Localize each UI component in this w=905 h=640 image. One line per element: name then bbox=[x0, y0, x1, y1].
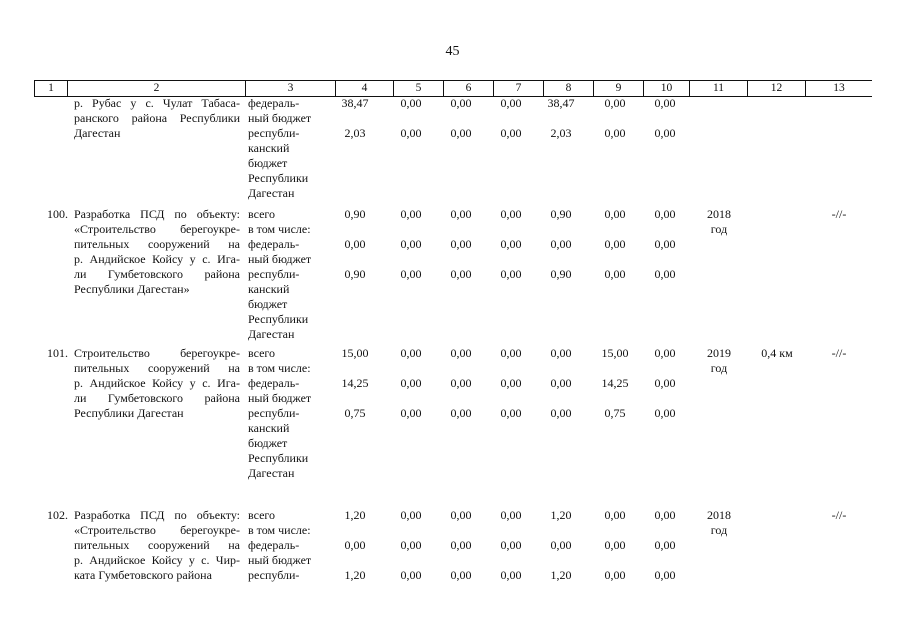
amount-cell: 0,00 bbox=[550, 406, 572, 420]
amount-cell: 0,00 bbox=[450, 96, 472, 110]
amount-cell: 0,90 bbox=[550, 267, 572, 281]
amount-cell: 38,47 bbox=[341, 96, 369, 110]
funding-source-line: в том числе: bbox=[248, 523, 311, 537]
funding-source-line: бюджет bbox=[248, 436, 288, 450]
responsible: -//- bbox=[831, 207, 847, 221]
amount-cell: 0,00 bbox=[450, 267, 472, 281]
amount-cell: 0,90 bbox=[344, 207, 366, 221]
amount-cell: 0,00 bbox=[604, 96, 626, 110]
funding-source-line: Дагестан bbox=[248, 186, 295, 200]
amount-cell: 14,25 bbox=[341, 376, 369, 390]
amount-cell: 0,00 bbox=[604, 568, 626, 582]
funding-source bbox=[248, 96, 336, 201]
amount-cell: 38,47 bbox=[547, 96, 575, 110]
amount-cell: 0,00 bbox=[654, 406, 676, 420]
column-header-3: 3 bbox=[246, 81, 336, 96]
column-header-7: 7 bbox=[494, 81, 544, 96]
funding-source-line: республи- bbox=[248, 568, 300, 582]
object-name-line: пительных сооружений на bbox=[74, 361, 240, 375]
column-header-4: 4 bbox=[336, 81, 394, 96]
amount-cell: 0,00 bbox=[500, 237, 522, 251]
column-header-10: 10 bbox=[644, 81, 690, 96]
amount-cell: 15,00 bbox=[601, 346, 629, 360]
amount-cell: 15,00 bbox=[341, 346, 369, 360]
funding-source-line: ный бюджет bbox=[248, 252, 312, 266]
implementation-year: 2018 год bbox=[707, 207, 731, 236]
amount-cell: 0,00 bbox=[604, 538, 626, 552]
amount-cell: 0,00 bbox=[500, 346, 522, 360]
funding-source-line: республи- bbox=[248, 406, 300, 420]
amount-cell: 0,00 bbox=[550, 376, 572, 390]
capacity: 0,4 км bbox=[761, 346, 793, 360]
object-name-line: р. Андийское Койсу у с. Ига- bbox=[74, 376, 240, 390]
object-name bbox=[74, 508, 240, 583]
column-header-12: 12 bbox=[748, 81, 806, 96]
object-name-line: р. Рубас у с. Чулат Табаса- bbox=[74, 96, 240, 110]
object-name-line: ранского района Республики bbox=[74, 111, 240, 125]
amount-cell: 0,00 bbox=[500, 538, 522, 552]
amount-cell: 1,20 bbox=[344, 508, 366, 522]
funding-source-line: в том числе: bbox=[248, 361, 311, 375]
object-name bbox=[74, 346, 240, 421]
amount-cell: 0,00 bbox=[450, 568, 472, 582]
amount-cell: 0,00 bbox=[450, 346, 472, 360]
column-header-9: 9 bbox=[594, 81, 644, 96]
funding-source-line: ный бюджет bbox=[248, 553, 312, 567]
funding-source-line: федераль- bbox=[248, 96, 300, 110]
amount-cell: 0,00 bbox=[450, 538, 472, 552]
amount-cell: 0,00 bbox=[450, 207, 472, 221]
funding-source-line: федераль- bbox=[248, 376, 300, 390]
amount-cell: 0,00 bbox=[550, 237, 572, 251]
amount-cell: 0,90 bbox=[550, 207, 572, 221]
object-name-line: Республики Дагестан» bbox=[74, 282, 190, 296]
object-name bbox=[74, 207, 240, 297]
amount-cell: 0,00 bbox=[400, 538, 422, 552]
amount-cell: 0,00 bbox=[654, 126, 676, 140]
page-number: 45 bbox=[445, 44, 460, 59]
funding-source-line: Республики bbox=[248, 312, 309, 326]
object-name bbox=[74, 96, 240, 141]
amount-cell: 0,00 bbox=[604, 126, 626, 140]
amount-cell: 0,00 bbox=[604, 508, 626, 522]
column-header-8: 8 bbox=[544, 81, 594, 96]
implementation-year: 2018 год bbox=[707, 508, 731, 537]
amount-cell: 0,00 bbox=[500, 508, 522, 522]
funding-source bbox=[248, 346, 336, 481]
amount-cell: 0,00 bbox=[654, 207, 676, 221]
amount-cell: 0,00 bbox=[654, 346, 676, 360]
funding-source-line: всего bbox=[248, 346, 276, 360]
funding-source-line: федераль- bbox=[248, 538, 300, 552]
amount-cell: 0,00 bbox=[500, 568, 522, 582]
object-name-line: «Строительство берегоукре- bbox=[74, 523, 240, 537]
row-number: 100. bbox=[47, 207, 68, 221]
object-name-line: ли Гумбетовского района bbox=[74, 391, 240, 405]
funding-source-line: Дагестан bbox=[248, 466, 295, 480]
funding-source-line: республи- bbox=[248, 267, 300, 281]
amount-cell: 1,20 bbox=[550, 508, 572, 522]
amount-cell: 0,00 bbox=[344, 237, 366, 251]
amount-cell: 0,00 bbox=[450, 237, 472, 251]
amount-cell: 0,00 bbox=[400, 267, 422, 281]
amount-cell: 0,00 bbox=[654, 538, 676, 552]
amount-cell: 0,00 bbox=[654, 376, 676, 390]
amount-cell: 0,00 bbox=[654, 237, 676, 251]
funding-source-line: ный бюджет bbox=[248, 391, 312, 405]
object-name-line: р. Андийское Койсу у с. Ига- bbox=[74, 252, 240, 266]
object-name-line: пительных сооружений на bbox=[74, 538, 240, 552]
amount-cell: 0,00 bbox=[500, 126, 522, 140]
amount-cell: 0,00 bbox=[450, 376, 472, 390]
funding-source-line: Республики bbox=[248, 451, 309, 465]
object-name-line: р. Андийское Койсу у с. Чир- bbox=[74, 553, 240, 567]
amount-cell: 0,00 bbox=[604, 267, 626, 281]
amount-cell: 0,00 bbox=[654, 568, 676, 582]
amount-cell: 0,00 bbox=[400, 207, 422, 221]
column-header-1: 1 bbox=[34, 81, 68, 96]
row-number: 102. bbox=[47, 508, 68, 522]
amount-cell: 0,00 bbox=[400, 346, 422, 360]
funding-source-line: всего bbox=[248, 508, 276, 522]
funding-source-line: республи- bbox=[248, 126, 300, 140]
funding-source bbox=[248, 508, 336, 583]
funding-source-line: канский bbox=[248, 421, 290, 435]
implementation-year: 2019 год bbox=[707, 346, 731, 375]
funding-source-line: бюджет bbox=[248, 297, 288, 311]
amount-cell: 0,00 bbox=[450, 126, 472, 140]
funding-source-line: Дагестан bbox=[248, 327, 295, 341]
amount-cell: 0,00 bbox=[604, 207, 626, 221]
amount-cell: 0,00 bbox=[344, 538, 366, 552]
amount-cell: 0,75 bbox=[604, 406, 626, 420]
amount-cell: 0,00 bbox=[604, 237, 626, 251]
funding-source-line: ный бюджет bbox=[248, 111, 312, 125]
responsible: -//- bbox=[831, 346, 847, 360]
funding-source-line: Республики bbox=[248, 171, 309, 185]
amount-cell: 2,03 bbox=[550, 126, 572, 140]
amount-cell: 0,00 bbox=[654, 96, 676, 110]
funding-source bbox=[248, 207, 336, 342]
amount-cell: 0,00 bbox=[500, 207, 522, 221]
amount-cell: 0,75 bbox=[344, 406, 366, 420]
amount-cell: 1,20 bbox=[550, 568, 572, 582]
amount-cell: 0,00 bbox=[500, 267, 522, 281]
object-name-line: Разработка ПСД по объекту: bbox=[74, 508, 240, 522]
amount-cell: 14,25 bbox=[601, 376, 629, 390]
amount-cell: 0,00 bbox=[500, 406, 522, 420]
object-name-line: Дагестан bbox=[74, 126, 121, 140]
amount-cell: 0,00 bbox=[500, 376, 522, 390]
object-name-line: Разработка ПСД по объекту: bbox=[74, 207, 240, 221]
amount-cell: 0,00 bbox=[400, 376, 422, 390]
amount-cell: 0,00 bbox=[400, 508, 422, 522]
amount-cell: 0,00 bbox=[400, 406, 422, 420]
column-header-5: 5 bbox=[394, 81, 444, 96]
funding-source-line: бюджет bbox=[248, 156, 288, 170]
table-header bbox=[34, 80, 872, 97]
amount-cell: 0,00 bbox=[400, 96, 422, 110]
object-name-line: ли Гумбетовского района bbox=[74, 267, 240, 281]
amount-cell: 0,00 bbox=[550, 346, 572, 360]
column-header-6: 6 bbox=[444, 81, 494, 96]
amount-cell: 0,00 bbox=[500, 96, 522, 110]
row-number: 101. bbox=[47, 346, 68, 360]
funding-source-line: федераль- bbox=[248, 237, 300, 251]
object-name-line: Республики Дагестан bbox=[74, 406, 184, 420]
responsible: -//- bbox=[831, 508, 847, 522]
amount-cell: 0,00 bbox=[550, 538, 572, 552]
funding-source-line: канский bbox=[248, 282, 290, 296]
amount-cell: 0,00 bbox=[400, 237, 422, 251]
amount-cell: 0,00 bbox=[654, 508, 676, 522]
amount-cell: 0,00 bbox=[450, 508, 472, 522]
funding-source-line: в том числе: bbox=[248, 222, 311, 236]
funding-source-line: всего bbox=[248, 207, 276, 221]
object-name-line: Строительство берегоукре- bbox=[74, 346, 240, 360]
amount-cell: 0,00 bbox=[654, 267, 676, 281]
amount-cell: 1,20 bbox=[344, 568, 366, 582]
amount-cell: 0,00 bbox=[400, 568, 422, 582]
column-header-13: 13 bbox=[833, 82, 845, 94]
amount-cell: 0,00 bbox=[400, 126, 422, 140]
object-name-line: «Строительство берегоукре- bbox=[74, 222, 240, 236]
funding-source-line: канский bbox=[248, 141, 290, 155]
amount-cell: 0,00 bbox=[450, 406, 472, 420]
amount-cell: 2,03 bbox=[344, 126, 366, 140]
object-name-line: ката Гумбетовского района bbox=[74, 568, 212, 582]
column-header-11: 11 bbox=[690, 81, 748, 96]
column-header-2: 2 bbox=[68, 81, 246, 96]
amount-cell: 0,90 bbox=[344, 267, 366, 281]
object-name-line: пительных сооружений на bbox=[74, 237, 240, 251]
